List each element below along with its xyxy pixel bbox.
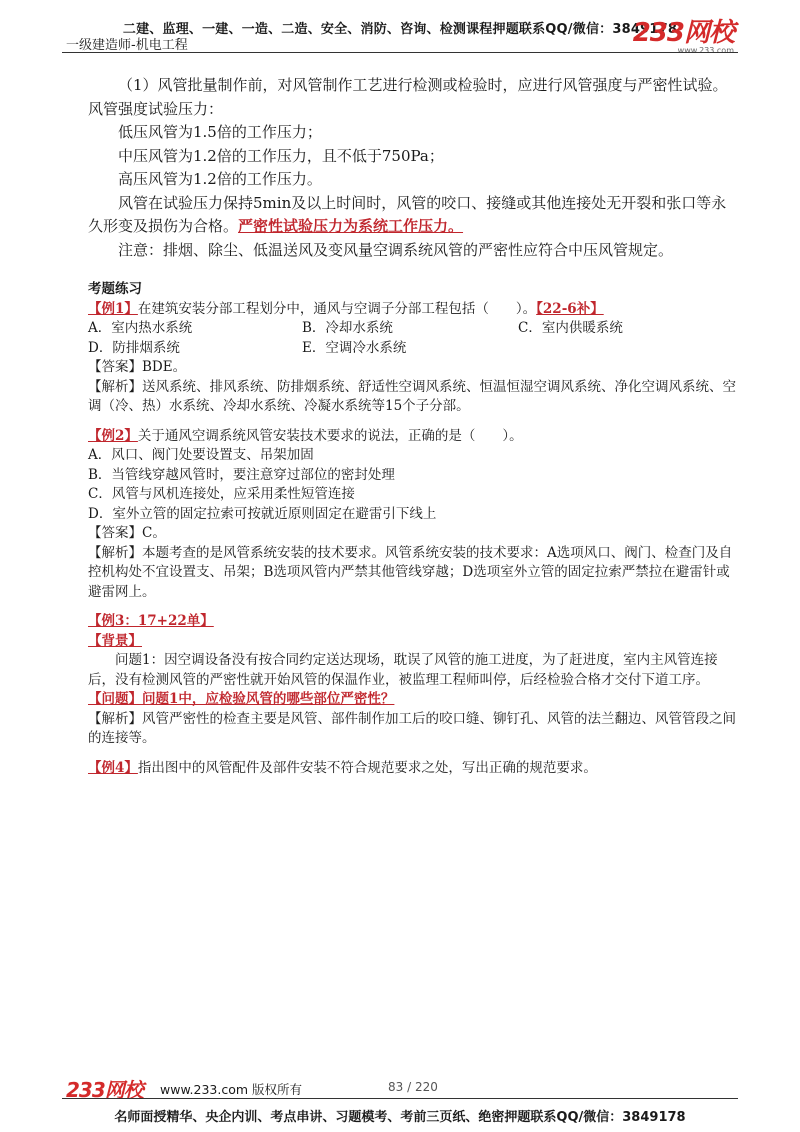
example-2-answer: 【答案】C。 — [88, 525, 166, 541]
example-3-tag: 【例3：17+22单】 — [88, 613, 214, 629]
example-2-text: 关于通风空调系统风管安装技术要求的说法，正确的是（ ）。 — [137, 427, 523, 444]
example-3-question-text: 问题1中，应检验风管的哪些部位严密性？ — [142, 691, 395, 707]
example-4-tag: 【例4】 — [88, 759, 138, 776]
example-1-option-c: C．室内供暖系统 — [518, 320, 623, 336]
example-4-text: 指出图中的风管配件及部件安装不符合规范要求之处，写出正确的规范要求。 — [137, 759, 597, 776]
example-1-answer: 【答案】BDE。 — [88, 359, 187, 375]
example-2-tag: 【例2】 — [88, 427, 138, 444]
example-1-option-b: B．冷却水系统 — [302, 320, 393, 336]
practice-title: 考题练习 — [88, 281, 142, 297]
practice-section — [88, 280, 738, 778]
example-1-tag: 【例1】 — [88, 300, 138, 317]
example-2-option-c: C．风管与风机连接处，应采用柔性短管连接 — [88, 486, 355, 502]
intro-note: 注意：排烟、除尘、低温送风及变风量空调系统风管的严密性应符合中压风管规定。 — [118, 240, 674, 259]
example-1-question — [88, 300, 738, 320]
example-2-option-d: D．室外立管的固定拉索可按就近原则固定在避雷引下线上 — [88, 505, 437, 522]
footer-logo: 233网校 — [66, 1078, 143, 1102]
example-1-source: 【22-6补】 — [536, 300, 604, 317]
footer-contact-line: 名师面授精华、央企内训、考点串讲、习题模考、考前三页纸、绝密押题联系QQ/微信：3849178 — [114, 1110, 686, 1125]
page-number: 83 / 220 — [388, 1080, 438, 1094]
example-4-question — [88, 759, 738, 779]
brand-logo-text: 233网校 — [632, 18, 734, 48]
example-2-option-a: A．风口、阀门处要设置支、吊架加固 — [88, 447, 314, 463]
intro-high-pressure: 高压风管为1.2倍的工作压力。 — [118, 170, 322, 188]
example-3-question-tag: 【问题】 — [88, 691, 142, 707]
intro-mid-pressure: 中压风管为1.2倍的工作压力，且不低于750Pa； — [118, 146, 444, 165]
example-2-analysis: 【解析】本题考查的是风管系统安装的技术要求。风管系统安装的技术要求：A选项风口、阀门、检查门及自控机构处不宜设置支、吊架；B选项风管内严禁其他管线穿越；D选项室外立管的固定拉索严禁拉在避雷针或避雷网上。 — [88, 544, 733, 600]
intro-test-paragraph — [88, 192, 738, 239]
example-2-question — [88, 427, 738, 447]
example-2-option-b: B．当管线穿越风管时，要注意穿过部位的密封处理 — [88, 466, 395, 483]
intro-test-highlight: 严密性试验压力为系统工作压力。 — [238, 217, 464, 235]
header-subtitle: 一级建造师-机电工程 — [66, 38, 188, 53]
example-1-options-row-2 — [88, 339, 738, 359]
example-1-option-d: D．防排烟系统 — [88, 339, 180, 356]
footer-divider — [62, 1098, 738, 1099]
page-content — [88, 74, 738, 778]
brand-logo-site: www.233.com — [677, 46, 734, 55]
brand-logo — [633, 20, 734, 55]
example-3-question — [88, 690, 738, 710]
intro-low-pressure: 低压风管为1.5倍的工作压力； — [118, 123, 322, 141]
example-3-background: 问题1：因空调设备没有按合同约定送达现场，耽误了风管的施工进度，为了赶进度，室内主风管连接后，没有检测风管的严密性就开始风管的保温作业，被监理工程师叫停，后经检验合格才交付下道工序。 — [88, 652, 718, 688]
footer-site: www.233.com 版权所有 — [160, 1082, 302, 1097]
example-1-option-a: A．室内热水系统 — [88, 320, 193, 336]
example-1-text: 在建筑安装分部工程划分中，通风与空调子分部工程包括（ ）。 — [137, 300, 537, 317]
intro-test-text: 风管在试验压力保持5min及以上时间时，风管的咬口、接缝或其他连接处无开裂和张口等永久形变及损伤为合格。 — [88, 193, 727, 235]
header-divider — [62, 52, 738, 53]
example-1-option-e: E．空调冷水系统 — [302, 339, 407, 356]
example-3-analysis: 【解析】风管严密性的检查主要是风管、部件制作加工后的咬口缝、铆钉孔、风管的法兰翻边、风管管段之间的连接等。 — [88, 710, 736, 746]
example-1-options-row-1 — [88, 319, 738, 339]
intro-paragraph: （1）风管批量制作前，对风管制作工艺进行检测或检验时，应进行风管强度与严密性试验。风管强度试验压力： — [88, 76, 728, 118]
header-contact-line: 二建、监理、一建、一造、二造、安全、消防、咨询、检测课程押题联系QQ/微信：3849178 — [122, 22, 678, 37]
example-3-background-tag: 【背景】 — [88, 632, 142, 649]
example-1-analysis: 【解析】送风系统、排风系统、防排烟系统、舒适性空调风系统、恒温恒湿空调风系统、净化空调风系统、空调（冷、热）水系统、冷却水系统、冷凝水系统等15个子分部。 — [88, 378, 736, 414]
